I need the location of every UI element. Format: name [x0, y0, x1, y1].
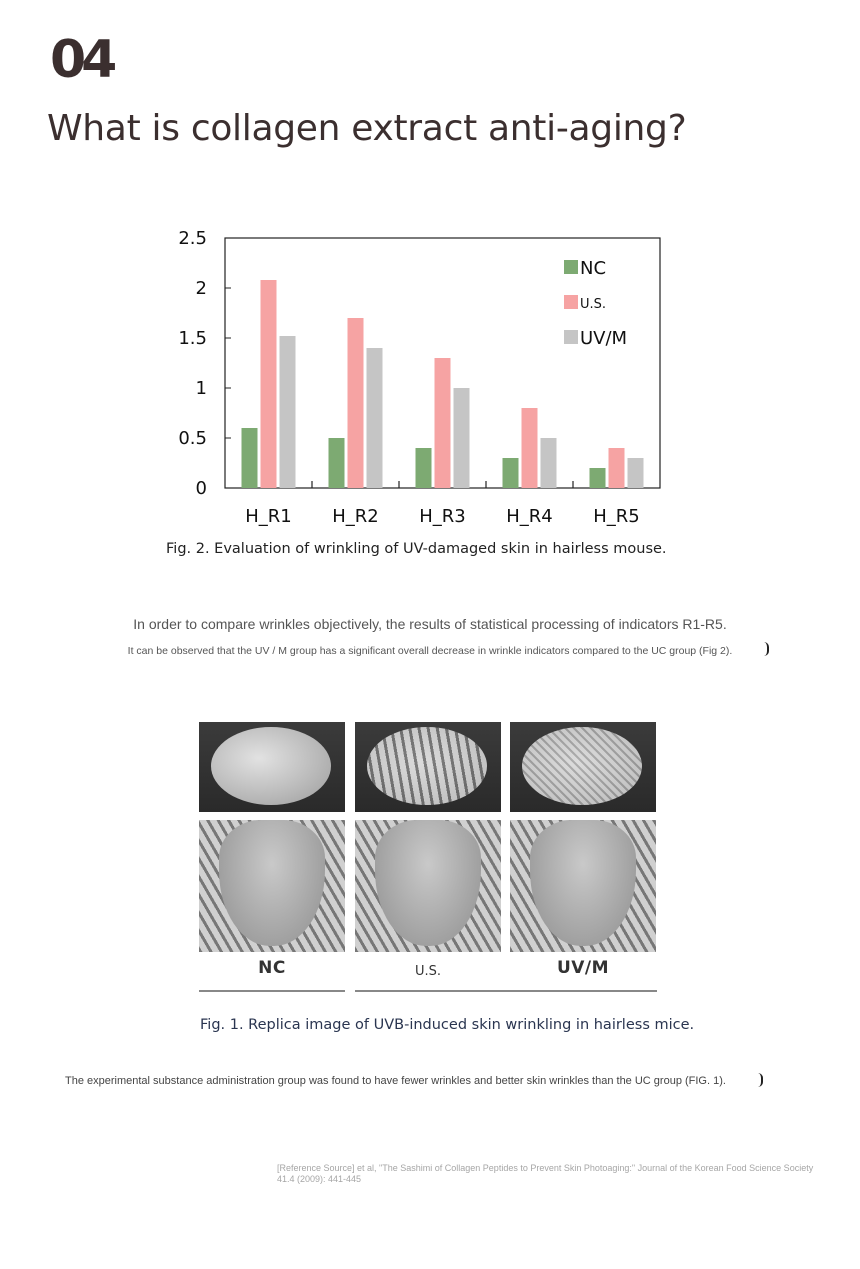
replica-photo-nc	[199, 722, 345, 812]
bar-uvm-h_r5	[628, 458, 644, 488]
photo-label-uvm: UV/M	[556, 958, 610, 978]
bar-nc-h_r2	[329, 438, 345, 488]
y-tick-label: 1	[195, 378, 207, 399]
page-title: What is collagen extract anti-aging?	[47, 108, 687, 149]
bar-us-h_r5	[609, 448, 625, 488]
photo-divider	[355, 990, 657, 992]
legend-label: U.S.	[580, 297, 607, 312]
legend-swatch	[564, 330, 578, 344]
photo-label-nc: NC	[258, 958, 286, 978]
x-tick-label: H_R4	[506, 506, 553, 527]
reference-source: [Reference Source] et al, "The Sashimi of Collagen Peptides to Prevent Skin Photoaging:" Journal of the Korean Food Science Society 41.4 (2009): 441-445	[277, 1163, 814, 1184]
mouse-photo-uvm	[510, 820, 656, 952]
replica-photo-us	[355, 722, 501, 812]
mouse-photo-nc	[199, 820, 345, 952]
section-number: 04	[50, 30, 113, 90]
bar-us-h_r2	[348, 318, 364, 488]
photo-divider	[199, 990, 345, 992]
bar-us-h_r1	[261, 280, 277, 488]
bar-nc-h_r5	[590, 468, 606, 488]
photo-label-us: U.S.	[414, 964, 442, 979]
decorative-mark	[758, 1073, 763, 1087]
paragraph-conclusion: The experimental substance administration group was found to have fewer wrinkles and better skin wrinkles than the UC group (FIG. 1).	[65, 1075, 726, 1087]
bar-uvm-h_r4	[541, 438, 557, 488]
y-tick-label: 0	[195, 478, 207, 499]
y-tick-label: 1.5	[178, 328, 207, 349]
bar-uvm-h_r2	[367, 348, 383, 488]
bar-us-h_r3	[435, 358, 451, 488]
bar-us-h_r4	[522, 408, 538, 488]
replica-photo-uvm	[510, 722, 656, 812]
paragraph-statistics: In order to compare wrinkles objectively, the results of statistical processing of indicators R1-R5.	[133, 616, 727, 632]
x-tick-label: H_R3	[419, 506, 466, 527]
legend-swatch	[564, 295, 578, 309]
bar-uvm-h_r1	[280, 336, 296, 488]
replica-photo-panel	[199, 722, 657, 994]
bar-nc-h_r1	[242, 428, 258, 488]
bar-nc-h_r3	[416, 448, 432, 488]
bar-uvm-h_r3	[454, 388, 470, 488]
y-tick-label: 2.5	[178, 228, 207, 249]
x-tick-label: H_R2	[332, 506, 379, 527]
x-tick-label: H_R5	[593, 506, 640, 527]
fig2-caption: Fig. 2. Evaluation of wrinkling of UV-damaged skin in hairless mouse.	[166, 541, 667, 557]
mouse-photo-us	[355, 820, 501, 952]
fig1-caption: Fig. 1. Replica image of UVB-induced skin wrinkling in hairless mice.	[200, 1017, 695, 1033]
x-tick-label: H_R1	[245, 506, 292, 527]
legend-label: NC	[580, 258, 607, 279]
wrinkle-bar-chart	[160, 220, 700, 530]
y-tick-label: 0.5	[178, 428, 207, 449]
legend-swatch	[564, 260, 578, 274]
bar-nc-h_r4	[503, 458, 519, 488]
paragraph-observation: It can be observed that the UV / M group has a significant overall decrease in wrinkle indicators compared to the UC group (Fig 2).	[127, 645, 733, 657]
y-tick-label: 2	[195, 278, 207, 299]
legend-label: UV/M	[580, 328, 628, 349]
